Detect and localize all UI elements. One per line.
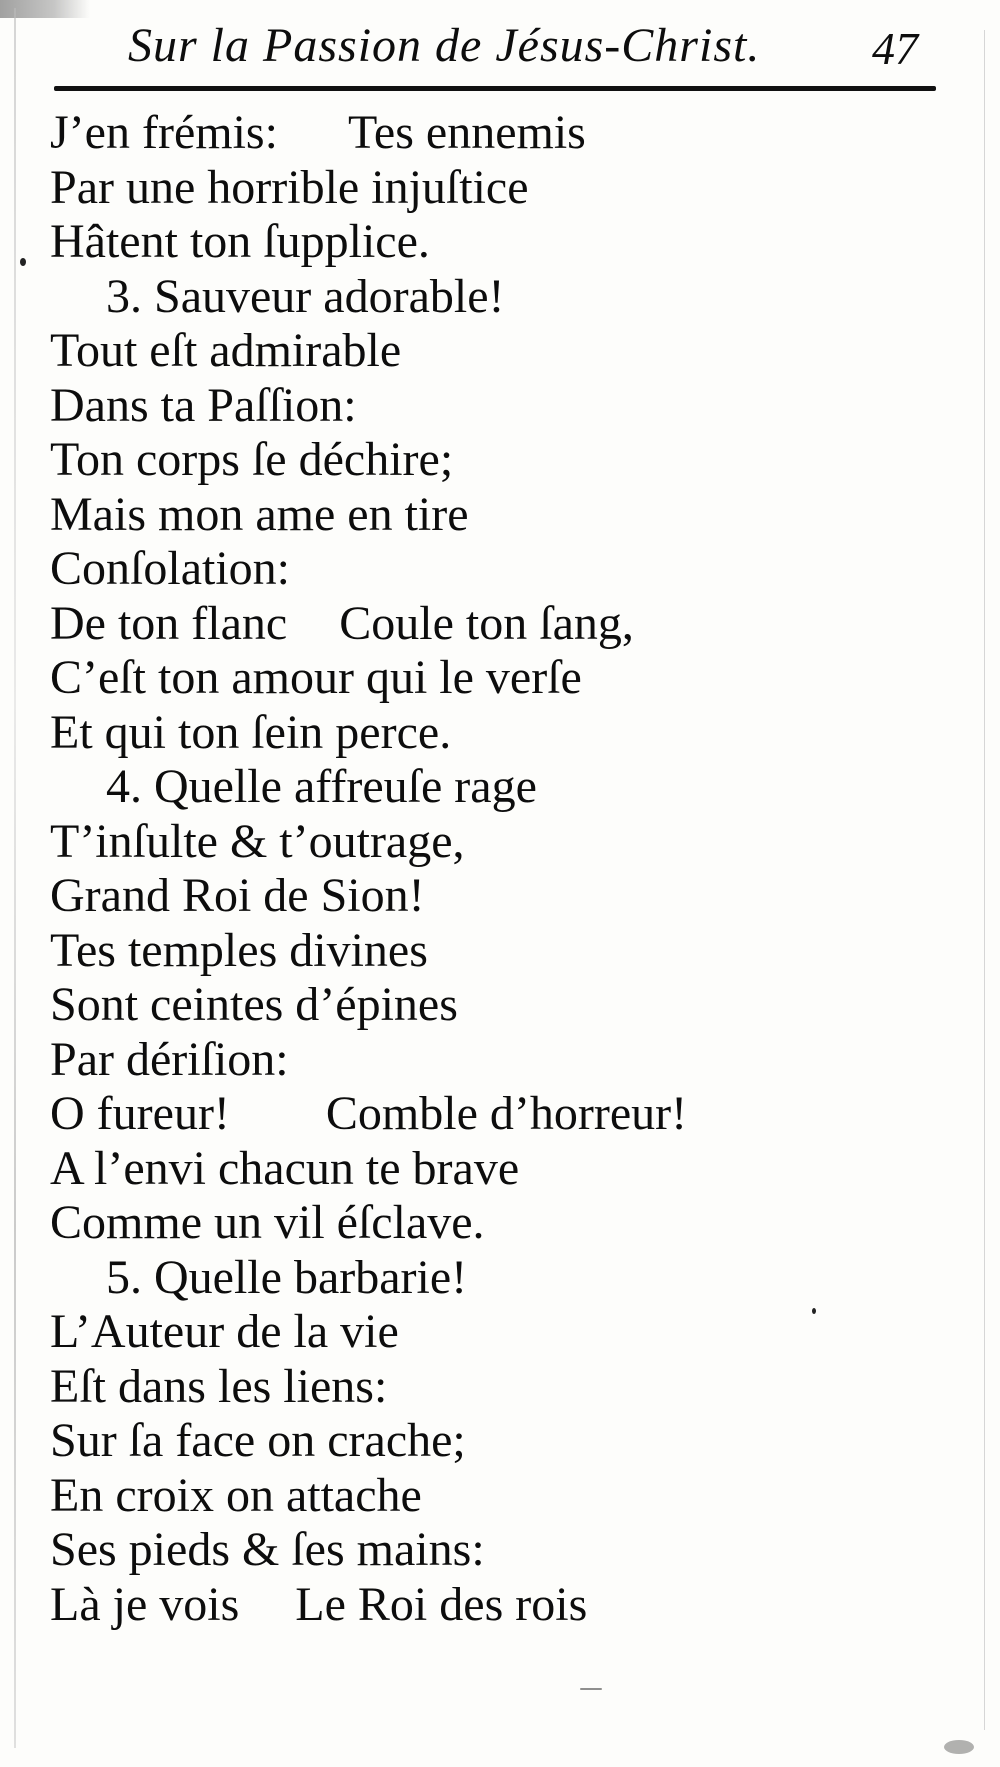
- verse-line: Conſolation:: [50, 542, 290, 595]
- verse-line: A l’envi chacun te brave: [50, 1141, 520, 1195]
- verse-line: En croix on attache: [50, 1468, 422, 1522]
- verse-line: L’Auteur de la vie: [50, 1305, 399, 1358]
- header-rule: [54, 86, 936, 91]
- page-number: 47: [872, 23, 918, 74]
- verse-line: Et qui ton ſein perce.: [50, 705, 452, 759]
- verse-line-part: Le Roi des rois: [295, 1577, 588, 1631]
- stanza-start-line: 5. Quelle barbarie!: [106, 1250, 468, 1304]
- verse-line: Comme un vil éſclave.: [50, 1196, 485, 1249]
- verse-line: C’eſt ton amour qui le verſe: [50, 651, 582, 704]
- verse-line: Tout eſt admirable: [50, 324, 402, 377]
- verse-line: [50, 1578, 950, 1633]
- ink-speck: [812, 1308, 816, 1314]
- page-right-edge: [984, 30, 985, 1730]
- hymn-text: [50, 106, 950, 1632]
- verse-line-part: J’en frémis:: [50, 106, 278, 159]
- verse-line: [50, 1087, 950, 1142]
- ink-speck: [580, 1688, 602, 1690]
- ink-speck: [20, 258, 26, 266]
- verse-line-part: Là je vois: [50, 1577, 240, 1631]
- stanza-start-line: 3. Sauveur adorable!: [106, 269, 505, 323]
- verse-line: [50, 597, 950, 652]
- verse-line-part: O fureur!: [50, 1087, 230, 1140]
- verse-line: Grand Roi de Sion!: [50, 869, 425, 922]
- stanza-start-line: 4. Quelle affreuſe rage: [106, 760, 537, 813]
- verse-line: Tes temples divines: [50, 923, 428, 977]
- verse-line: Sont ceintes d’épines: [50, 978, 458, 1031]
- verse-line: Par dériſion:: [50, 1032, 289, 1086]
- verse-line-part: Tes ennemis: [347, 106, 586, 159]
- verse-line: Mais mon ame en tire: [50, 487, 469, 541]
- verse-line: T’inſulte & t’outrage,: [50, 814, 465, 868]
- verse-line-part: Comble d’horreur!: [325, 1087, 688, 1140]
- verse-line: Sur ſa face on crache;: [50, 1414, 466, 1467]
- verse-line-part: De ton flanc: [50, 596, 288, 650]
- verse-line: [50, 106, 950, 161]
- verse-line: Eſt dans les liens:: [50, 1359, 388, 1413]
- verse-line: Dans ta Paſſion:: [50, 378, 357, 432]
- verse-line: Hâtent ton ſupplice.: [50, 215, 430, 268]
- verse-line: Ses pieds & ſes mains:: [50, 1523, 485, 1576]
- verse-line-part: Coule ton ſang,: [339, 596, 634, 650]
- ink-speck: [944, 1740, 974, 1754]
- verse-line: Ton corps ſe déchire;: [50, 433, 454, 486]
- page-left-edge: [14, 8, 16, 1748]
- verse-line: Par une horrible injuſtice: [50, 160, 529, 214]
- running-title: Sur la Passion de Jésus-Christ.: [128, 19, 761, 72]
